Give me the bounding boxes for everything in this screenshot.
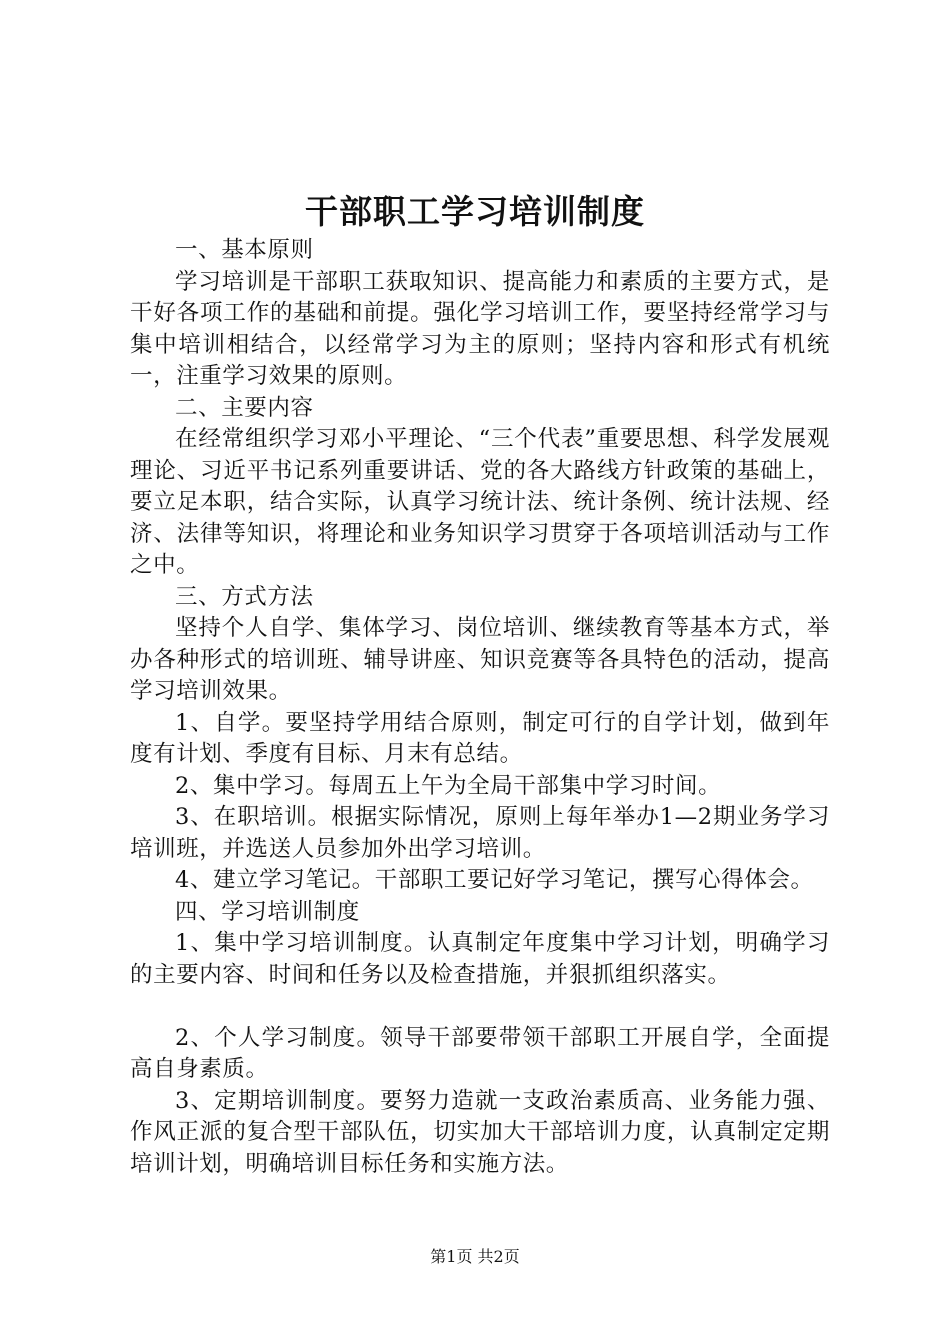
system-item-personal-study: 2、个人学习制度。领导干部要带领干部职工开展自学，全面提高自身素质。 — [130, 1024, 830, 1082]
paragraph-content: 在经常组织学习邓小平理论、“三个代表”重要思想、科学发展观理论、习近平书记系列重要讲话、党的各大路线方针政策的基础上，要立足本职，结合实际，认真学习统计法、统计条例、统计法规、经济、法律等知识，将理论和业务知识学习贯穿于各项培训活动与工作之中。 — [130, 426, 830, 578]
section-heading-content: 二、主要内容 — [175, 394, 314, 421]
section-heading-principles: 一、基本原则 — [175, 237, 314, 263]
paragraph-methods: 坚持个人自学、集体学习、岗位培训、继续教育等基本方式，举办各种形式的培训班、辅导讲座、知识竞赛等各具特色的活动，提高学习培训效果。 — [130, 615, 830, 704]
system-item-regular-training: 3、定期培训制度。要努力造就一支政治素质高、业务能力强、作风正派的复合型干部队伍，切实加大干部培训力度，认真制定定期培训计划，明确培训目标任务和实施方法。 — [130, 1087, 830, 1177]
paragraph-principles: 学习培训是干部职工获取知识、提高能力和素质的主要方式，是干好各项工作的基础和前提。强化学习培训工作，要坚持经常学习与集中培训相结合，以经常学习为主的原则；坚持内容和形式有机统一，注重学习效果的原则。 — [130, 268, 830, 389]
page-footer: 第1页 共2页 — [430, 1247, 520, 1266]
method-item-study-notes: 4、建立学习笔记。干部职工要记好学习笔记，撰写心得体会。 — [175, 867, 814, 893]
method-item-group-study: 2、集中学习。每周五上午为全局干部集中学习时间。 — [175, 772, 722, 799]
system-item-group-training: 1、集中学习培训制度。认真制定年度集中学习计划，明确学习的主要内容、时间和任务以及检查措施，并狠抓组织落实。 — [130, 930, 830, 988]
method-item-self-study: 1、自学。要坚持学用结合原则，制定可行的自学计划，做到年度有计划、季度有目标、月末有总结。 — [130, 709, 830, 767]
document-title: 干部职工学习培训制度 — [305, 192, 645, 231]
document-body — [130, 235, 830, 1180]
paragraph-gap — [130, 991, 830, 1023]
section-heading-system: 四、学习培训制度 — [175, 898, 360, 925]
section-heading-methods: 三、方式方法 — [175, 583, 314, 610]
method-item-job-training: 3、在职培训。根据实际情况，原则上每年举办1—2期业务学习培训班，并选送人员参加外出学习培训。 — [130, 804, 830, 862]
